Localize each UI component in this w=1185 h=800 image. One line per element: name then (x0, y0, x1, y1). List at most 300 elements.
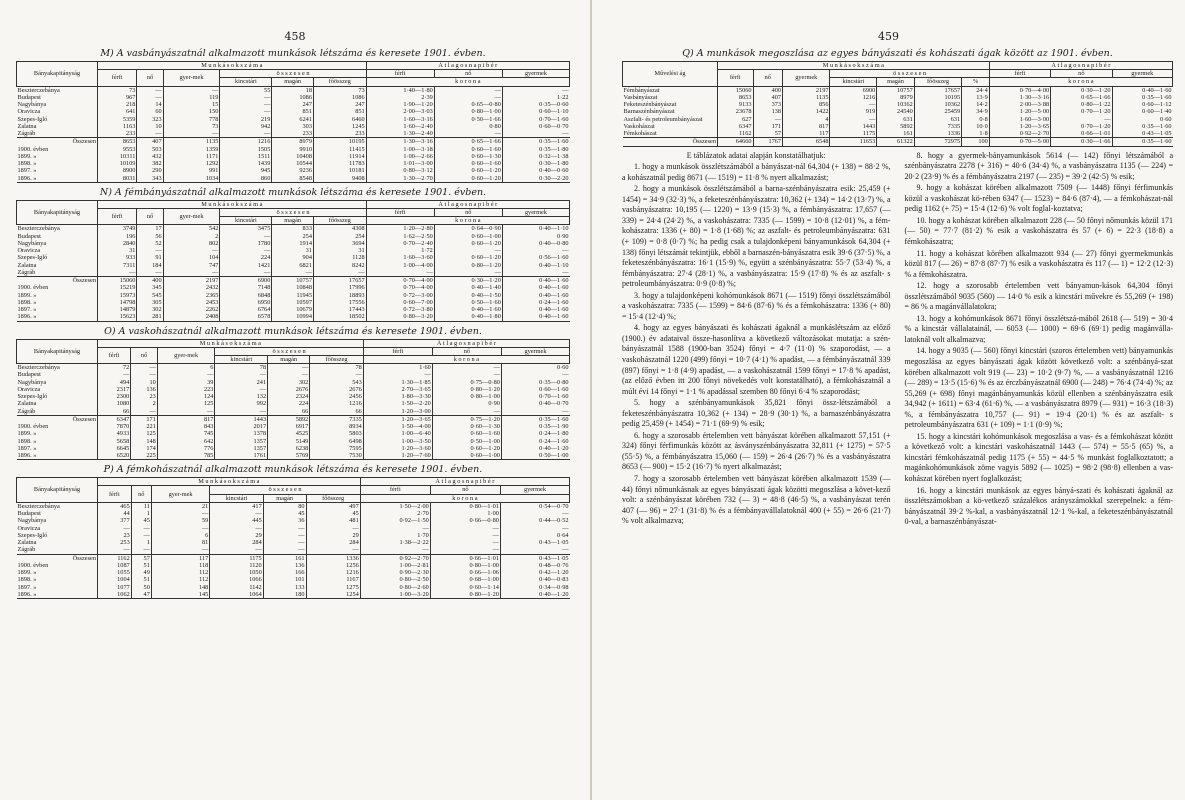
table-cell: 0·64—0·90 (434, 225, 502, 233)
row-label: Zágráb (17, 546, 36, 554)
table-cell: — (434, 94, 502, 101)
table-row (17, 546, 570, 554)
table-cell: 11945 (272, 292, 314, 299)
table-cell: 9553 (98, 146, 137, 153)
right-page (592, 0, 1185, 800)
table-cell: 0·70—1·60 (501, 393, 569, 400)
body-paragraph: 14. hogy a 9035 (— 560) főnyi kincstári (szoros értelemben vett) bányamunkás megoszlása az egyes bányászati ágak között következő volt: a szénbányá-szat körében alkalmazott volt 919 (— 23) = 10·2 (9·7) %, — a vasbányászatnál 1216 (— 289) = 13·5 (15·6) % és az érczbányászatnál 6900 (— 248) = 76·4 (74·4) %; az 55,269 (+ 698) főnyi magánbányamunkás közül ellenben a szénbányászatra esik 34,942 (+ 1611) = 63·4 (61·6) %, — a vasbányászatra 8979 (— 931) = 16·3 (18·3) %, a fémbányászatra 10,757 (— 91) = 19·4 (20·1) % és az aszfalt- s petroleumbányászatra 631 (+ 109) = 1·1 (0·9) %; (904, 346, 1173, 430)
table-cell: 1·00—3·18 (366, 146, 434, 153)
table-cell: 0·40—1·60 (502, 292, 569, 299)
header-avg-wage: Á t l a g o s n a p i b é r (363, 339, 569, 347)
table-cell: 0·60 (501, 364, 569, 372)
header-avg-wage: Á t l a g o s n a p i b é r (989, 62, 1172, 70)
table-cell: 196 (98, 233, 137, 240)
table-cell: — (220, 247, 272, 254)
table-cell: 290 (137, 167, 163, 174)
table-cell: 0·35—1·80 (502, 146, 569, 153)
table-row (17, 108, 570, 115)
table-cell: — (98, 371, 131, 378)
table-cell: 1142 (210, 584, 263, 591)
table-cell: 17443 (313, 306, 366, 313)
table-row (17, 364, 570, 372)
table-cell: 0·60—0·70 (502, 123, 569, 130)
table-cell: 0·24—1·60 (501, 438, 569, 445)
body-paragraph: 7. hogy a szorosabb értelemben vett bányászat körében alkalmazott 1539 (— 44) főnyi nőmunkásnak az egyes bányászati ágak közötti megoszlása a követ-kező volt: a szénbányászat körében 732 (— 3) = 48·8 (46·5) %, a vasbányászat terén 407 (— 96) = 27·1 (31·8) % és a fémbányavállalatoknál 400 (+ 55) = 26·6 (21·7) % volt alkalmazva; (622, 473, 891, 526)
page-number: 459 (878, 30, 899, 43)
table-cell: 0·75—0·80 (432, 379, 501, 386)
table-row (17, 415, 570, 423)
table-cell: 5658 (98, 438, 131, 445)
header-child: gyer-mek (157, 347, 215, 363)
table-cell: 1·01—3·00 (366, 160, 434, 167)
table-cell: 1162 (718, 130, 754, 138)
table-cell: 47 (131, 591, 151, 599)
table-cell: — (502, 247, 569, 254)
table-cell: 0·70—5·00 (989, 138, 1050, 146)
table-cell: 34·9 (962, 108, 990, 115)
table-cell: — (306, 525, 360, 532)
row-label: Összesen (17, 277, 98, 285)
table-cell: — (220, 233, 272, 240)
table-cell: 1·30—2·70 (366, 175, 434, 183)
table-cell: 10195 (313, 138, 366, 146)
table-cell: 11914 (313, 153, 366, 160)
table-row (17, 153, 570, 160)
table-cell: 0·50—1·66 (434, 116, 502, 123)
table-cell: 0·34—0·98 (500, 584, 569, 591)
table-cell: 302 (268, 379, 310, 386)
table-cell: — (215, 408, 268, 416)
table-cell: 1·30—3·16 (366, 138, 434, 146)
table-cell: — (220, 130, 272, 138)
table-cell: 1336 (306, 554, 360, 562)
table-cell: 0·70—1·20 (1051, 123, 1112, 130)
table-cell: 1443 (830, 123, 877, 130)
table-cell: 0·60—1·20 (434, 175, 502, 183)
table-cell: 0·40—1·60 (502, 306, 569, 313)
table-cell: 14 (137, 101, 163, 108)
table-cell: 5892 (877, 123, 915, 130)
table-cell: 9236 (272, 167, 314, 174)
table-cell: 5769 (268, 452, 310, 460)
table-cell: 0·35—0·80 (501, 379, 569, 386)
table-cell: 0·54—0·70 (500, 502, 569, 510)
table-cell: 171 (753, 123, 783, 130)
row-label: Oravicza (17, 108, 41, 116)
table-cell: 136 (263, 562, 306, 569)
row-label: Oravicza (17, 524, 41, 532)
table-cell: 0·70—4·00 (366, 277, 434, 285)
table-cell: 254 (272, 233, 314, 240)
table-cell: 119 (163, 94, 220, 101)
body-paragraph: 16. hogy a kincstári munkások az egyes bányá-szati és kohászati ágaknál az összlétszámokban a kö-vetkező százalékos arányszámokkal szerepelnek: a fém-bányászatnál 39·2 %-kal, a vasbányászatnál 12·1 %-kal, a feketeszénbányászatnál 0-val, a barnaszénbányászat- (904, 485, 1173, 527)
table-cell: 8900 (98, 167, 137, 174)
table-cell: — (151, 525, 209, 532)
table-row (17, 233, 570, 240)
table-cell: 10848 (272, 284, 314, 291)
table-cell: 10597 (272, 299, 314, 306)
table-cell: 542 (163, 225, 220, 233)
table-cell: 2676 (310, 386, 363, 393)
table-cell: 1·38—2·22 (360, 539, 430, 546)
table-cell: 1080 (98, 400, 131, 407)
table-cell: 0·40—1·20 (501, 445, 569, 452)
table-cell: 13·9 (962, 94, 990, 101)
header-grand-total: főösszeg (914, 78, 961, 86)
table-cell: — (98, 269, 137, 277)
table-cell: 631 (914, 116, 961, 123)
table-row (623, 138, 1173, 146)
table-cell: 1120 (210, 562, 263, 569)
table-cell: 6900 (830, 86, 877, 94)
table-cell: 138 (753, 108, 783, 115)
table-cell: 14798 (98, 299, 137, 306)
table-cell: 1 (131, 510, 151, 517)
table-cell: 148 (131, 438, 158, 445)
table-row (623, 130, 1173, 138)
row-label: Beszterczebánya (17, 86, 60, 94)
table-cell: 7335 (310, 415, 363, 423)
row-label: Összesen (17, 554, 98, 562)
table-cell: 6578 (220, 313, 272, 321)
table-cell: 0·60—1·30 (432, 423, 501, 430)
wage-table (16, 61, 570, 183)
row-label: Oravicza (17, 385, 41, 393)
table-cell: 545 (137, 292, 163, 299)
table-cell: 49 (131, 569, 151, 576)
table-cell: 219 (220, 116, 272, 123)
table-row (17, 423, 570, 430)
table-cell: 254 (313, 233, 366, 240)
table-cell: 1171 (163, 153, 220, 160)
table-cell: 778 (163, 116, 220, 123)
table-cell: 81 (151, 539, 209, 546)
table-cell: — (220, 269, 272, 277)
table-cell: 1443 (215, 415, 268, 423)
table-cell: 0·30—2·20 (502, 175, 569, 183)
table-cell: 2·70 (360, 510, 430, 517)
table-cell: 7335 (914, 123, 961, 130)
table-cell: — (272, 269, 314, 277)
table-cell: 919 (830, 108, 877, 115)
header-total-group: ö s s z e s e n (220, 70, 366, 78)
table-cell: 0·90—2·30 (360, 569, 430, 576)
row-label: 1896. » (17, 175, 98, 183)
table-cell: 6917 (268, 423, 310, 430)
table-cell: 0·80—1·20 (432, 386, 501, 393)
header-female: nő (753, 70, 783, 86)
table-cell: 6347 (718, 123, 754, 130)
table-cell: 17996 (313, 284, 366, 291)
table-cell: — (263, 525, 306, 532)
header-area: Bányakapitányság (17, 339, 98, 364)
table-cell: — (220, 108, 272, 115)
table-cell: 45 (131, 517, 151, 524)
header-private: magán (272, 78, 314, 86)
table-cell: 132 (215, 393, 268, 400)
table-cell: 10181 (313, 167, 366, 174)
table-cell: 10 (137, 123, 163, 130)
table-cell: 2676 (268, 386, 310, 393)
table-cell: 6848 (220, 292, 272, 299)
table-cell: — (268, 364, 310, 372)
table-cell: 180 (263, 591, 306, 599)
table-cell: 1050 (210, 569, 263, 576)
header-state: kincstári (830, 78, 877, 86)
table-cell: 8242 (313, 262, 366, 269)
table-cell: 61322 (877, 138, 915, 146)
table-cell: 642 (157, 438, 215, 445)
header-korona: k o r o n a (366, 78, 569, 86)
row-label: Zalatna (17, 400, 37, 408)
table-cell: 0·56—1·60 (502, 254, 569, 261)
header-male: férfi (98, 347, 131, 363)
row-label: Beszterczebánya (17, 364, 60, 372)
table-cell: 1·50—2·20 (363, 400, 432, 407)
table-cell: — (434, 130, 502, 138)
table-cell: 2365 (163, 292, 220, 299)
table-cell: 0·35—1·60 (1112, 138, 1172, 146)
table-cell: 0·80—2·50 (360, 576, 430, 583)
row-label: 1896. » (17, 591, 98, 599)
table-cell: 1·60—3·16 (366, 116, 434, 123)
table-cell: — (131, 408, 158, 416)
table-cell: 833 (272, 225, 314, 233)
header-grand-total: főösszeg (306, 494, 360, 502)
table-cell: 0·50—1·00 (432, 438, 501, 445)
table-cell: 0·40—1·60 (1112, 86, 1172, 94)
table-cell: 1·80—3·30 (363, 393, 432, 400)
table-cell: 233 (272, 130, 314, 138)
table-cell: 73 (313, 86, 366, 94)
header-state: kincstári (215, 355, 268, 363)
table-cell: — (163, 269, 220, 277)
table-cell: 1439 (220, 160, 272, 167)
table-cell: 0·60—1·60 (434, 160, 502, 167)
row-label: 1897. » (17, 167, 37, 175)
table-cell: 14·2 (962, 101, 990, 108)
table-cell: — (306, 546, 360, 554)
table-row (17, 445, 570, 452)
row-label: 1899. » (17, 291, 37, 299)
table-cell: 1062 (98, 591, 132, 599)
table-cell: — (210, 510, 263, 517)
table-cell: 10362 (877, 101, 915, 108)
row-label: Nagybánya (17, 517, 47, 525)
header-child-wage: gyermek (500, 486, 569, 494)
table-cell: 0·60—1·12 (1112, 101, 1172, 108)
header-female: nő (137, 70, 163, 86)
table-cell: 124 (157, 393, 215, 400)
header-korona: k o r o n a (360, 494, 569, 502)
table-cell: — (220, 94, 272, 101)
table-cell: 2408 (163, 313, 220, 321)
table-cell: 0·66—1·06 (430, 569, 500, 576)
table-cell: 1·60 (363, 364, 432, 372)
table-cell: 407 (137, 138, 163, 146)
body-paragraph: 4. hogy az egyes bányászati és kohászati ágaknál a munkáslétszám az előző (1900.) év adataival össze-hasonlítva a következő változásokat mutatja: a szén-bányászatnál 1588 (1900-ban 3524) főnyi = 4·7 (11·0) % szaporodást, — a vaskohászatnál 1220 (499) főnyi = 10·7 (4·1) % apadást, — a fémbányászatnál 339 (897) főnyi = 1·8 (4·9) apadást, — a vaskohászatnál 1599 főnyi = 17·8 % apadást, (az előző évben itt 200 főnyi növekedés volt konstatálható), a fémkohászatnál a múlt évi 14 főnyi = 1·1 % apadással szemben 80 főnyi 6·4 % szaporodást; (622, 323, 891, 396)
table-cell: 0·24—1·60 (502, 299, 569, 306)
table-cell: 148 (151, 584, 209, 591)
table-cell: — (830, 116, 877, 123)
body-paragraph: 10. hogy a kohászat körében alkalmazott 228 (— 50 főnyi nőmunkás közül 171 (— 50) = 77·7 (81·2) % esik a vaskohászatra és 57 (+ 6) = 22·3 (18·8) a fémkohászatra; (904, 215, 1173, 246)
table-row (17, 225, 570, 233)
table-cell: 0·80—1·20 (430, 591, 500, 599)
table-cell: 4933 (98, 430, 131, 437)
header-korona: k o r o n a (363, 355, 569, 363)
table-row (623, 101, 1173, 108)
table-cell: 1378 (215, 430, 268, 437)
row-label: Összesen (623, 138, 718, 146)
table-cell: 991 (163, 167, 220, 174)
table-cell: 0·90 (432, 400, 501, 407)
table-cell: 1034 (163, 175, 220, 183)
table-row (17, 591, 570, 599)
row-label: 1900. évben (17, 284, 49, 292)
table-cell: 1055 (98, 569, 132, 576)
table-cell: 2456 (310, 393, 363, 400)
table-cell: 5149 (268, 438, 310, 445)
table-cell: 543 (310, 379, 363, 386)
table-caption: P) A fémkohászatnál alkalmazott munkások létszáma és keresete 1901. évben. (103, 464, 483, 476)
table-cell: 0·35—0·60 (502, 101, 569, 108)
table-cell: 1·50—2·00 (360, 502, 430, 510)
table-row (17, 240, 570, 247)
table-cell: — (1051, 116, 1112, 123)
table-cell: 945 (220, 167, 272, 174)
table-cell: 6498 (310, 438, 363, 445)
row-label: Vaskohászat (623, 122, 655, 130)
table-cell: 1167 (306, 576, 360, 583)
header-private: magán (877, 78, 915, 86)
table-q (622, 61, 1173, 147)
table-cell: 23 (98, 532, 132, 539)
table-cell: 0·60—1·40 (1112, 108, 1172, 115)
table-cell: 10757 (877, 86, 915, 94)
table-cell: 10362 (914, 101, 961, 108)
table-cell: — (434, 86, 502, 94)
table-cell: 36 (263, 517, 306, 524)
row-label: Nagybánya (17, 378, 47, 386)
table-cell: 1275 (306, 584, 360, 591)
table-cell: 1·62—2·50 (366, 233, 434, 240)
table-cell: 3475 (220, 225, 272, 233)
table-cell: 24540 (877, 108, 915, 115)
table-cell: 0·48—0·76 (500, 562, 569, 569)
table-row (17, 247, 570, 254)
header-male-wage: férfi (366, 70, 434, 78)
table-cell: 0·60—1·00 (432, 452, 501, 460)
table-caption: N) A fémbányászatnál alkalmazott munkások létszáma és keresete 1901. évben. (99, 186, 487, 198)
table-cell: 125 (157, 400, 215, 407)
table-q-body (623, 86, 1173, 146)
header-child-wage: gyermek (501, 347, 569, 355)
row-label: Zágráb (17, 268, 36, 276)
row-label: Zágráb (17, 130, 36, 138)
body-paragraph: 8. hogy a gyermek-bányamunkások 5614 (— 142) főnyi létszámából a szénbányászatra 2278 (+ 316) = 40·6 (34·4) %, a vasbányászatra 1135 (— 224) = 20·2 (23·9) % és a fémbányászatra 2197 (— 235) = 39·2 (42·5) % esik; (904, 150, 1173, 181)
table-cell: 7530 (310, 452, 363, 460)
row-label: Zalatna (17, 122, 37, 130)
table-cell: 0·8 (962, 116, 990, 123)
table-cell: 247 (272, 101, 314, 108)
table-cell: 0·60—1·14 (430, 584, 500, 591)
table-cell: 1216 (830, 94, 877, 101)
table-cell: 2432 (163, 284, 220, 291)
table-cell: 1086 (272, 94, 314, 101)
row-label: Beszterczebánya (17, 225, 60, 233)
header-child: gyer-mek (163, 70, 220, 86)
table-cell: 627 (718, 116, 754, 123)
body-paragraph: 3. hogy a tulajdonképeni kohómunkások 8671 (— 1519) főnyi összlétszámából a vaskohászatra: 7335 (— 1599) = 84·6 (87·6) % és a fémkohászatra: 1336 (+ 80) = 15·4 (12·4) %; (622, 290, 891, 321)
header-child: gyermek (783, 70, 830, 86)
header-total-group: ö s s z e s e n (830, 70, 989, 78)
table-cell: 72975 (914, 138, 961, 146)
table-row (17, 167, 570, 174)
table-cell: 0·75—1·20 (432, 415, 501, 423)
table-row (17, 539, 570, 546)
table-cell: 17657 (313, 277, 366, 285)
table-cell: — (434, 269, 502, 277)
table-row (623, 94, 1173, 101)
table-cell: — (263, 532, 306, 539)
table-cell: — (131, 371, 158, 378)
body-paragraph: E táblázatok adatai alapján konstatálhatjuk: (686, 150, 826, 160)
table-cell: 1·20—3·00 (363, 408, 432, 416)
table-cell: 6645 (98, 445, 131, 452)
table-cell: 253 (98, 539, 132, 546)
table-row (17, 386, 570, 393)
table-cell: 1914 (272, 240, 314, 247)
table-cell: 1·30—2·40 (366, 130, 434, 138)
table-cell: 0·30—1·20 (1051, 86, 1112, 94)
table-cell: 6548 (783, 138, 830, 146)
row-label: Összesen (17, 415, 98, 423)
table-cell: 343 (137, 175, 163, 183)
table-cell: 7148 (220, 284, 272, 291)
table-cell: 1·50—4·00 (363, 423, 432, 430)
row-label: 1899. » (17, 152, 37, 160)
header-child: gyer-mek (151, 486, 209, 502)
table-cell: 9408 (313, 175, 366, 183)
row-label: 1896. » (17, 313, 98, 321)
header-korona: k o r o n a (366, 217, 569, 225)
table-cell: 6950 (220, 299, 272, 306)
table-cell: 2197 (783, 86, 830, 94)
header-grand-total: főösszeg (310, 355, 363, 363)
table-cell: 284 (210, 539, 263, 546)
table-cell: 0·30—1·66 (1051, 138, 1112, 146)
table-cell: 247 (313, 101, 366, 108)
row-label: 1899. » (17, 569, 37, 577)
table-cell: 1·20—3·65 (989, 123, 1050, 130)
table-row (17, 562, 570, 569)
table-cell: 3694 (313, 240, 366, 247)
header-male: férfi (98, 486, 132, 502)
table-cell: 1086 (313, 94, 366, 101)
table-cell: 0·40—1·20 (500, 591, 569, 599)
table-cell: 0·44—0·52 (500, 517, 569, 524)
table-cell: 1·00—3·50 (363, 438, 432, 445)
row-label: Aszfalt- és petroleumbányászat (623, 115, 703, 123)
table-cell: — (220, 101, 272, 108)
table-cell: 7870 (98, 423, 131, 430)
row-label: Budapest (17, 232, 41, 240)
table-cell: 1·20—3·60 (363, 445, 432, 452)
header-state: kincstári (220, 78, 272, 86)
table-cell: — (432, 364, 501, 372)
table-cell: — (363, 371, 432, 378)
table-cell: 0·80—1·20 (434, 262, 502, 269)
